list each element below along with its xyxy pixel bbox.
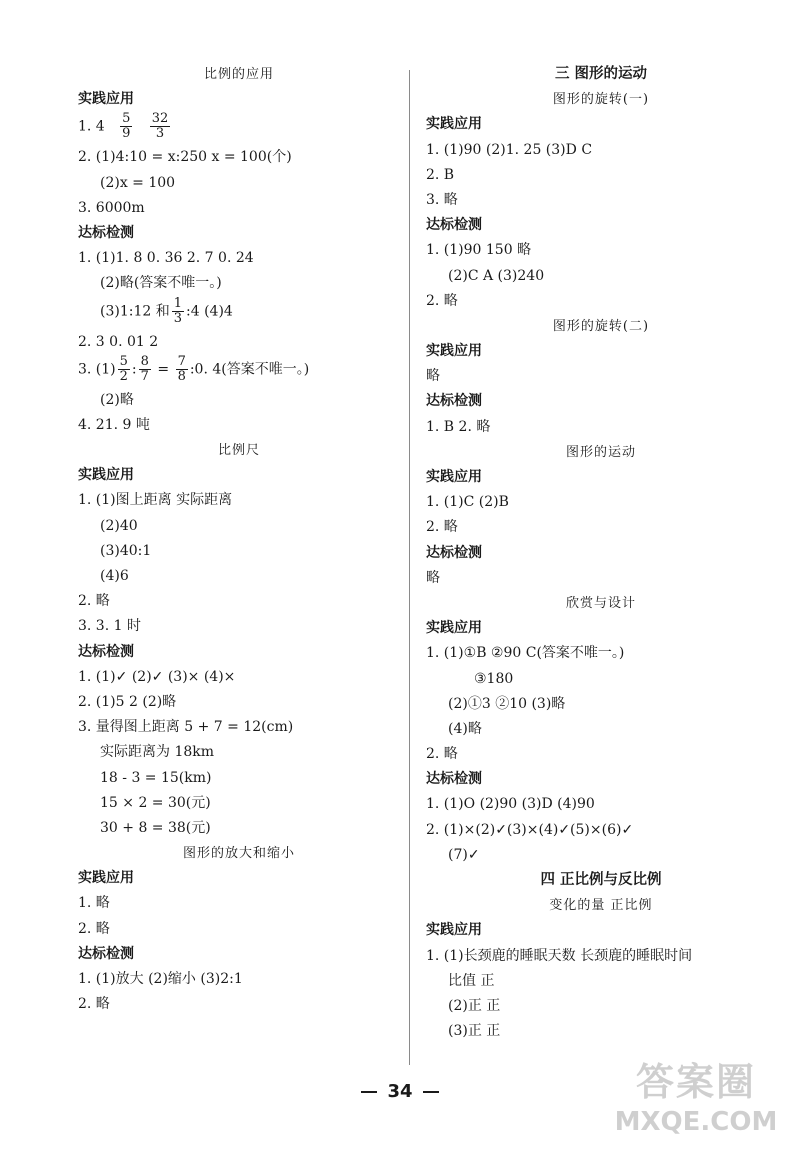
- subsection-heading: 达标检测: [78, 945, 134, 962]
- section-title: 图形的放大和缩小: [182, 846, 295, 862]
- fraction: $\frac{32}{3}$: [151, 111, 169, 142]
- left-column: [78, 62, 400, 1017]
- answer-line: 1. (1)✓ (2)✓ (3)× (4)×: [78, 668, 236, 685]
- column-divider: [409, 70, 410, 1065]
- subsection-heading: 实践应用: [78, 91, 134, 108]
- answer-line: (3)40:1: [100, 542, 152, 559]
- section-title: 欣赏与设计: [565, 595, 636, 611]
- answer-line: (2)正 正: [448, 997, 501, 1014]
- subsection-heading: 达标检测: [426, 393, 482, 410]
- answer-line: 1. (1)1. 8 0. 36 2. 7 0. 24: [78, 250, 254, 267]
- dash-right: [423, 1091, 439, 1093]
- answer-line: 2. 略: [78, 920, 110, 937]
- fraction: $\frac{8}{7}$: [140, 353, 149, 384]
- answer-line: (2)略(答案不唯一。): [100, 275, 222, 292]
- fraction: $\frac{5}{2}$: [119, 353, 128, 384]
- answer-line: (4)略: [448, 720, 482, 737]
- section-title: 变化的量 正比例: [549, 898, 653, 914]
- subsection-heading: 实践应用: [78, 467, 134, 484]
- subsection-heading: 实践应用: [426, 343, 482, 360]
- answer-line: 1. (1)O (2)90 (3)D (4)90: [426, 796, 595, 813]
- answer-line: 略: [426, 368, 440, 385]
- answer-line: 1. (1)长颈鹿的睡眠天数 长颈鹿的睡眠时间: [426, 947, 693, 964]
- answer-line: 2. (1)4:10 = x:250 x = 100(个): [78, 149, 292, 166]
- fraction: $\frac{5}{9}$: [122, 111, 131, 142]
- subsection-heading: 达标检测: [78, 643, 134, 660]
- answer-line: (2)①3 ②10 (3)略: [448, 695, 566, 712]
- fraction: $\frac{1}{3}$: [173, 295, 183, 326]
- answer-line: 18 - 3 = 15(km): [100, 769, 212, 786]
- subsection-heading: 实践应用: [426, 116, 482, 133]
- subsection-heading: 实践应用: [426, 469, 482, 485]
- answer-line: (2)C A (3)240: [448, 267, 545, 284]
- answer-line: 1. (1)①B ②90 C(答案不唯一。): [426, 645, 625, 662]
- subsection-heading: 达标检测: [426, 217, 482, 234]
- section-title: 图形的旋转(一): [552, 92, 650, 108]
- answer-line: 2. 略: [426, 292, 458, 309]
- section-title: 比例尺: [217, 443, 260, 459]
- answer-line: 3. 6000m: [78, 199, 145, 216]
- answer-line: 比值 正: [448, 972, 495, 989]
- chapter-title: 三 图形的运动: [554, 66, 648, 82]
- section-title: 图形的运动: [565, 444, 636, 460]
- answer-line: (7)✓: [448, 846, 480, 863]
- answer-line: 1. (1)放大 (2)缩小 (3)2:1: [78, 971, 243, 987]
- answer-line: 1. (1)90 (2)1. 25 (3)D C: [426, 141, 593, 158]
- answer-line: 1. B 2. 略: [426, 418, 491, 435]
- answer-line: 2. 略: [426, 519, 458, 536]
- answer-line: 2. 略: [78, 593, 110, 610]
- answer-line: 4. 21. 9 吨: [78, 416, 150, 433]
- answer-line: 1. 4 $\frac{5}{9}$ $\frac{32}{3}$: [78, 111, 169, 142]
- answer-line: 3. 量得图上距离 5 + 7 = 12(cm): [78, 719, 294, 736]
- answer-line: 2. (1)5 2 (2)略: [78, 693, 177, 710]
- answer-line: 30 + 8 = 38(元): [100, 819, 211, 836]
- answer-line: 2. B: [426, 166, 455, 183]
- answer-line: 实际距离为 18km: [100, 744, 215, 761]
- answer-line: ③180: [474, 670, 514, 687]
- answer-line: 3. 3. 1 时: [78, 618, 141, 635]
- answer-line: (4)6: [100, 568, 129, 584]
- answer-line: (2)略: [100, 391, 134, 408]
- chapter-title: 四 正比例与反比例: [540, 872, 662, 888]
- answer-line: 15 × 2 = 30(元): [100, 794, 211, 811]
- answer-line: 1. 略: [78, 895, 110, 912]
- answer-line: 1. (1)图上距离 实际距离: [78, 492, 233, 509]
- answer-line: 3. (1) $\frac{5}{2}$ : $\frac{8}{7}$ = $\frac{7}{8}$ :0. 4(答案不唯一。): [78, 353, 310, 384]
- dash-left: [361, 1091, 377, 1093]
- answer-line: 3. 略: [426, 191, 458, 208]
- subsection-heading: 实践应用: [78, 870, 134, 887]
- answer-line: 2. 3 0. 01 2: [78, 333, 159, 350]
- subsection-heading: 实践应用: [426, 922, 482, 939]
- section-title: 比例的应用: [203, 67, 274, 82]
- subsection-heading: 实践应用: [426, 620, 482, 637]
- answer-line: 1. (1)C (2)B: [426, 494, 509, 511]
- answer-line: 2. (1)×(2)✓(3)×(4)✓(5)×(6)✓: [426, 821, 634, 838]
- answer-line: (2)40: [100, 517, 138, 534]
- section-title: 图形的旋转(二): [552, 318, 650, 334]
- answer-line: 2. 略: [78, 996, 110, 1013]
- answer-line: 2. 略: [426, 746, 458, 763]
- answer-line: 略: [426, 569, 440, 586]
- fraction: $\frac{7}{8}$: [177, 353, 186, 384]
- answer-line: 1. (1)90 150 略: [426, 242, 532, 259]
- answer-line: (3)1:12 和 $\frac{1}{3}$ :4 (4)4: [100, 295, 233, 326]
- answer-line: (2)x = 100: [100, 174, 176, 191]
- answer-line: (3)正 正: [448, 1023, 501, 1040]
- subsection-heading: 达标检测: [78, 224, 134, 241]
- watermark-logo: 答案圈 MXQE.COM: [614, 1060, 778, 1137]
- subsection-heading: 达标检测: [426, 544, 482, 561]
- page-number: 34: [0, 1081, 800, 1102]
- subsection-heading: 达标检测: [426, 771, 482, 788]
- right-column: [426, 62, 776, 1044]
